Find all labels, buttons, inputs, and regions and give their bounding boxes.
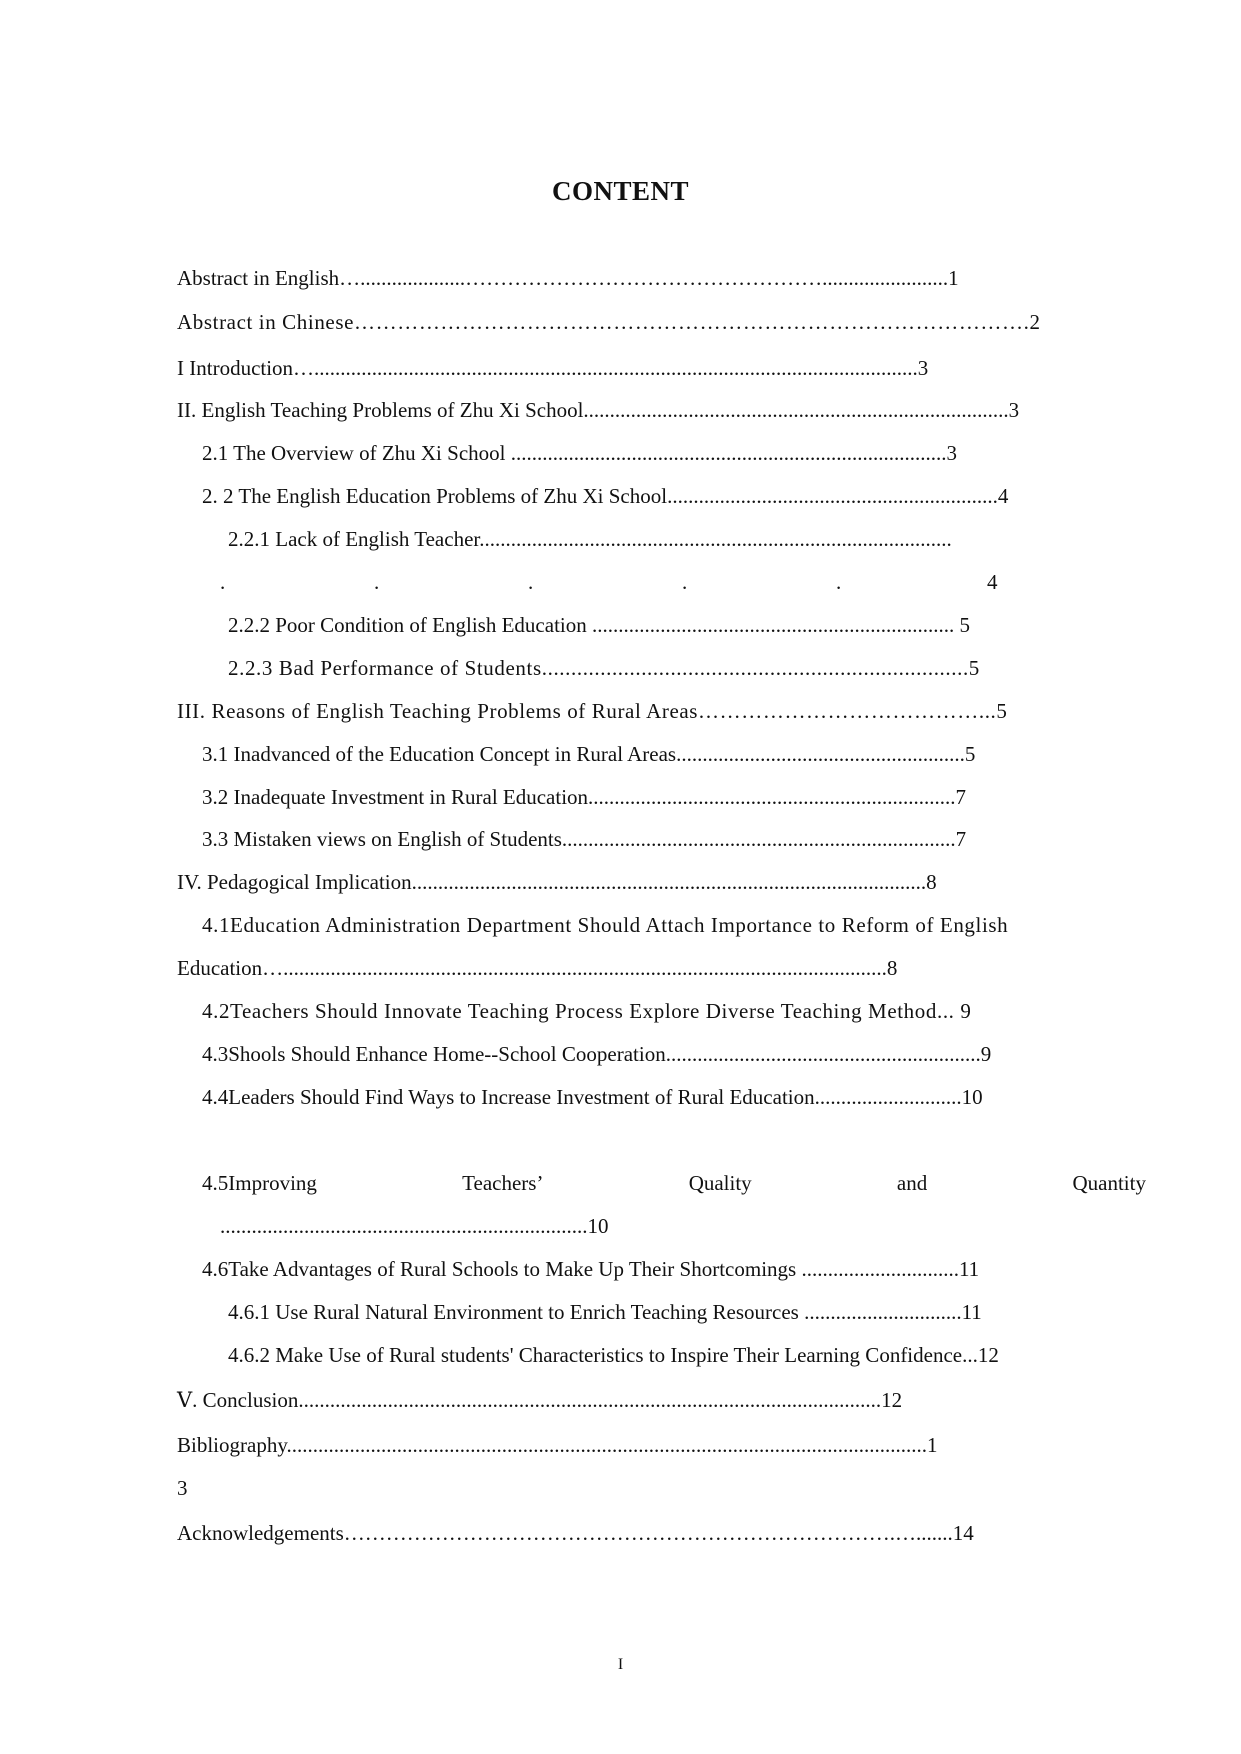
- toc-entry-conclusion: Ⅴ. Conclusion...............................................................................................................12: [177, 1388, 903, 1412]
- word: Teachers’: [462, 1171, 544, 1195]
- toc-entry-4-6: 4.6Take Advantages of Rural Schools to Make Up Their Shortcomings ..............................11: [202, 1257, 980, 1281]
- leader-dot: .: [220, 570, 226, 594]
- toc-entry-4-5: [202, 1170, 1146, 1196]
- toc-entry-4-3: 4.3Shools Should Enhance Home--School Cooperation............................................................9: [202, 1042, 992, 1066]
- toc-entry-4-1: 4.1Education Administration Department Should Attach Importance to Reform of English: [202, 913, 1009, 937]
- toc-entry-2-2-1: 2.2.1 Lack of English Teacher..........................................................................................: [228, 527, 952, 551]
- word: Quality: [688, 1171, 752, 1195]
- word: Quantity: [1072, 1171, 1146, 1195]
- toc-entry-4-4: 4.4Leaders Should Find Ways to Increase Investment of Rural Education............................10: [202, 1085, 983, 1109]
- toc-entry-3-2: 3.2 Inadequate Investment in Rural Education......................................................................7: [202, 785, 967, 809]
- toc-entry-bibliography: Bibliography..........................................................................................................................1: [177, 1433, 938, 1457]
- word: 4.5Improving: [202, 1171, 317, 1195]
- leader-dot: .: [374, 570, 380, 594]
- page-title: CONTENT: [551, 176, 690, 206]
- toc-entry-3-1: 3.1 Inadvanced of the Education Concept in Rural Areas.......................................................5: [202, 742, 976, 766]
- toc-entry-2-2: 2. 2 The English Education Problems of Zhu Xi School...............................................................4: [202, 484, 1009, 508]
- toc-entry-3-3: 3.3 Mistaken views on English of Students...........................................................................7: [202, 827, 967, 851]
- leader-dot: .: [528, 570, 534, 594]
- page-number: 4: [987, 570, 998, 594]
- toc-entry-acknowledgements: Acknowledgements…………………………………………………………………….….......14: [177, 1521, 974, 1545]
- toc-entry-4-6-1: 4.6.1 Use Rural Natural Environment to Enrich Teaching Resources ..............................11: [228, 1300, 982, 1324]
- page-number-footer: I: [617, 1656, 624, 1673]
- toc-entry-abstract-chinese: Abstract in Chinese………………………………………………………………………………….2: [177, 310, 1041, 334]
- toc-entry-4-6-2: 4.6.2 Make Use of Rural students' Characteristics to Inspire Their Learning Confidence...12: [228, 1343, 999, 1367]
- toc-entry-2-2-3: 2.2.3 Bad Performance of Students.........................................................................5: [228, 656, 980, 680]
- toc-entry-4-1-continued: Education…...................................................................................................................8: [177, 956, 898, 980]
- toc-entry-introduction: I Introduction…...................................................................................................................3: [177, 356, 929, 380]
- leader-dot: .: [836, 570, 842, 594]
- toc-entry-4-2: 4.2Teachers Should Innovate Teaching Process Explore Diverse Teaching Method... 9: [202, 999, 972, 1023]
- toc-entry-4-5-page-line: ......................................................................10: [220, 1214, 609, 1238]
- word: and: [896, 1171, 928, 1195]
- toc-entry-chapter-4: IV. Pedagogical Implication..................................................................................................8: [177, 870, 937, 894]
- leader-dot: .: [682, 570, 688, 594]
- toc-entry-chapter-3: III. Reasons of English Teaching Problems of Rural Areas…………………………………...5: [177, 699, 1008, 723]
- toc-entry-abstract-english: Abstract in English…....................……………………………………………........................1: [177, 266, 959, 290]
- toc-entry-bibliography-page: 3: [177, 1476, 188, 1500]
- toc-entry-chapter-2: II. English Teaching Problems of Zhu Xi School.................................................................................3: [177, 398, 1020, 422]
- toc-entry-2-1: 2.1 The Overview of Zhu Xi School ...................................................................................3: [202, 441, 957, 465]
- toc-entry-2-2-2: 2.2.2 Poor Condition of English Education ..................................................................... 5: [228, 613, 970, 637]
